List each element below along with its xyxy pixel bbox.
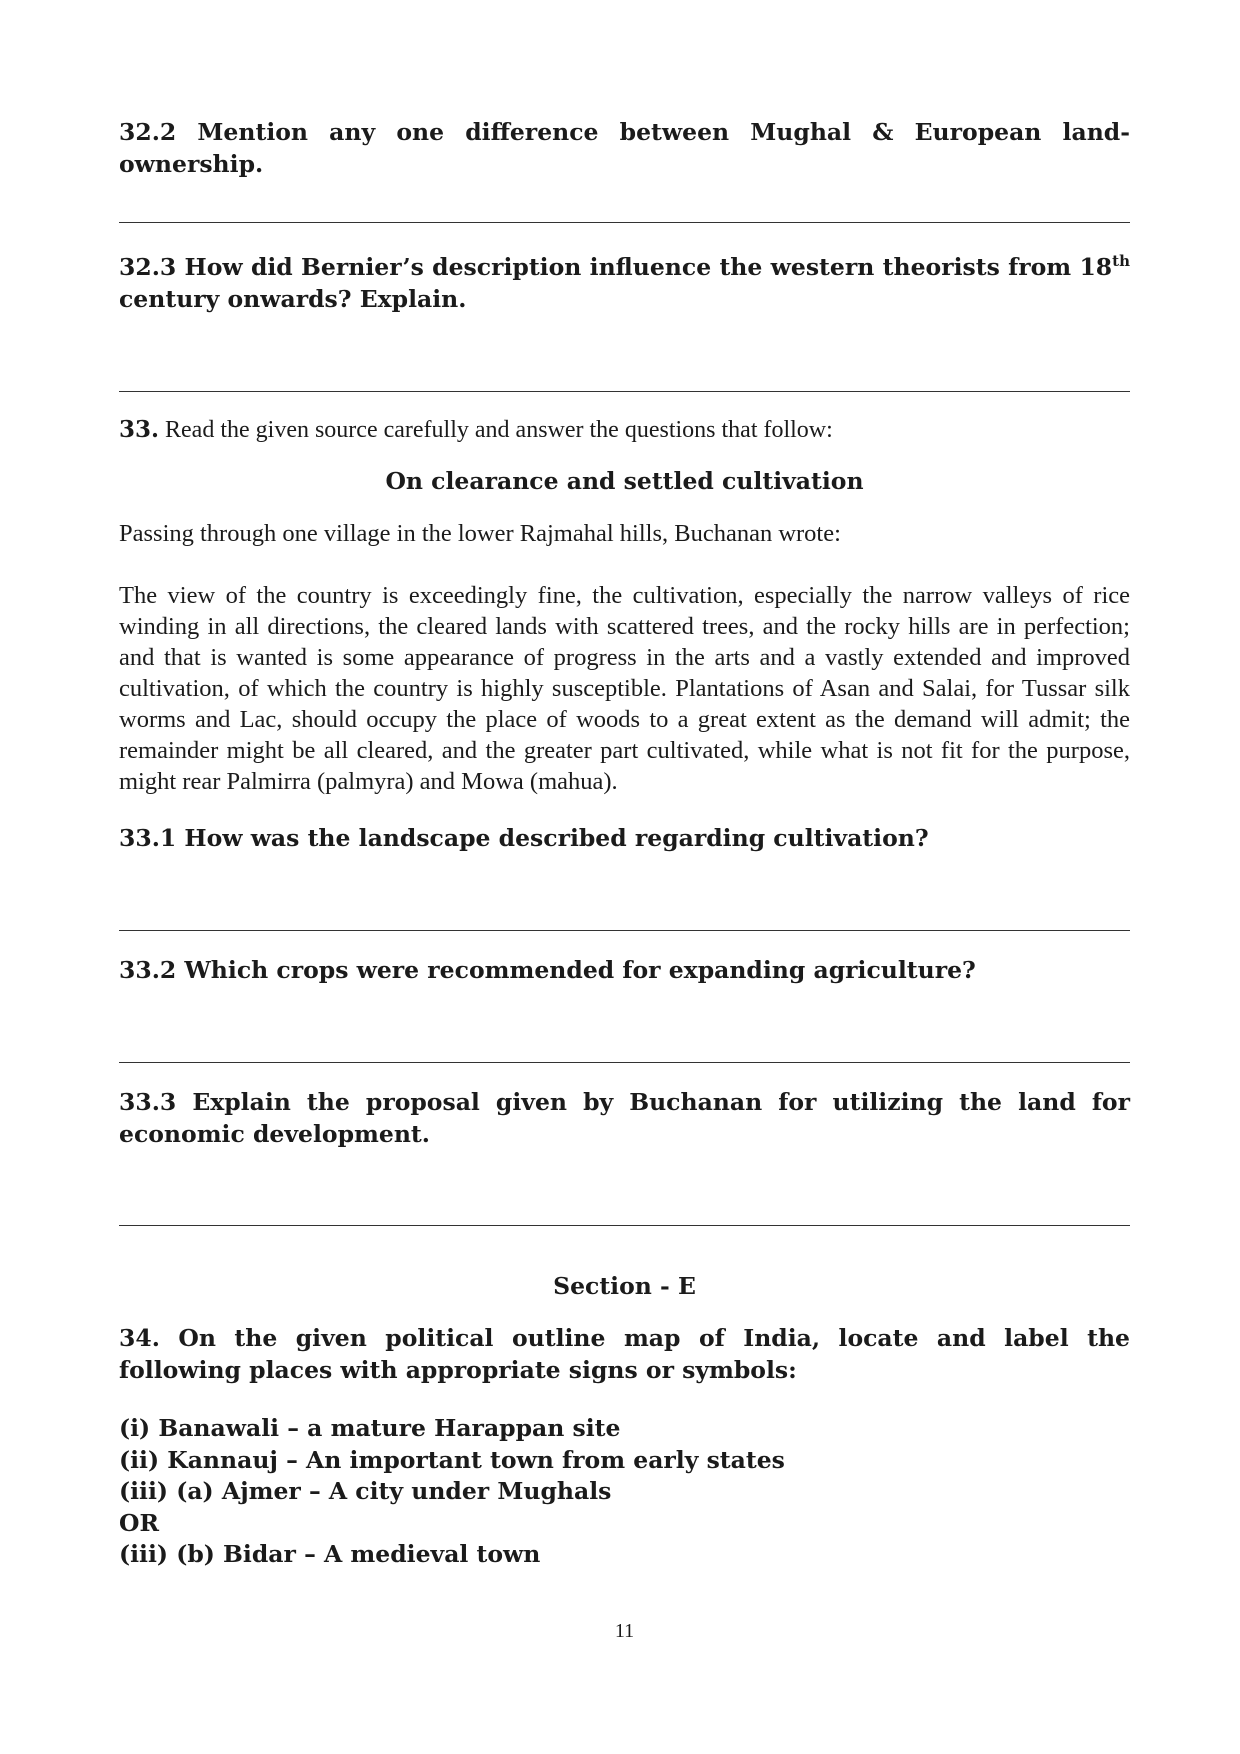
list-item: (iii) (a) Ajmer – A city under Mughals [119, 1477, 612, 1505]
question-33-2: 33.2 Which crops were recommended for expanding agriculture? [119, 956, 976, 984]
source-passage: The view of the country is exceedingly fine, the cultivation, especially the narrow valleys of rice winding in all directions, the cleared lands with scattered trees, and the rocky hills are in perfection; and that is wanted is some appearance of progress in the arts and a vastly extended and improved cultivation, of which the country is highly susceptible. Plantations of Asan and Salai, for Tussar silk worms and Lac, should occupy the place of woods to a great extent as the demand will admit; the remainder might be all cleared, and the greater part cultivated, while what is not fit for the purpose, might rear Palmirra (palmyra) and Mowa (mahua). [119, 582, 1130, 795]
question-34: 34. On the given political outline map of India, locate and label the following places with appropriate signs or symbols: [119, 1324, 1130, 1384]
question-33-instruction: 33. Read the given source carefully and answer the questions that follow: [119, 416, 833, 443]
list-item: (ii) Kannauj – An important town from early states [119, 1445, 785, 1474]
question-33-3: 33.3 Explain the proposal given by Buchanan for utilizing the land for economic development. [119, 1088, 1130, 1148]
answer-line [119, 930, 1130, 931]
page-number: 11 [614, 1620, 635, 1642]
section-heading: Section - E [553, 1272, 696, 1300]
question-32-3: 32.3 How did Bernier’s description influence the western theorists from 18th century onwards? Explain. [119, 252, 1130, 313]
map-locations-list [119, 1413, 1130, 1571]
answer-line [119, 222, 1130, 223]
answer-line [119, 1225, 1130, 1226]
source-intro: Passing through one village in the lower Rajmahal hills, Buchanan wrote: [119, 520, 841, 547]
source-title: On clearance and settled cultivation [385, 467, 864, 495]
list-item: (iii) (b) Bidar – A medieval town [119, 1540, 541, 1568]
list-item: OR [119, 1508, 160, 1537]
question-32-2: 32.2 Mention any one difference between Mughal & European land-ownership. [119, 118, 1130, 178]
answer-line [119, 1062, 1130, 1063]
answer-line [119, 391, 1130, 392]
question-33-1: 33.1 How was the landscape described regarding cultivation? [119, 824, 929, 852]
list-item: (i) Banawali – a mature Harappan site [119, 1414, 621, 1442]
